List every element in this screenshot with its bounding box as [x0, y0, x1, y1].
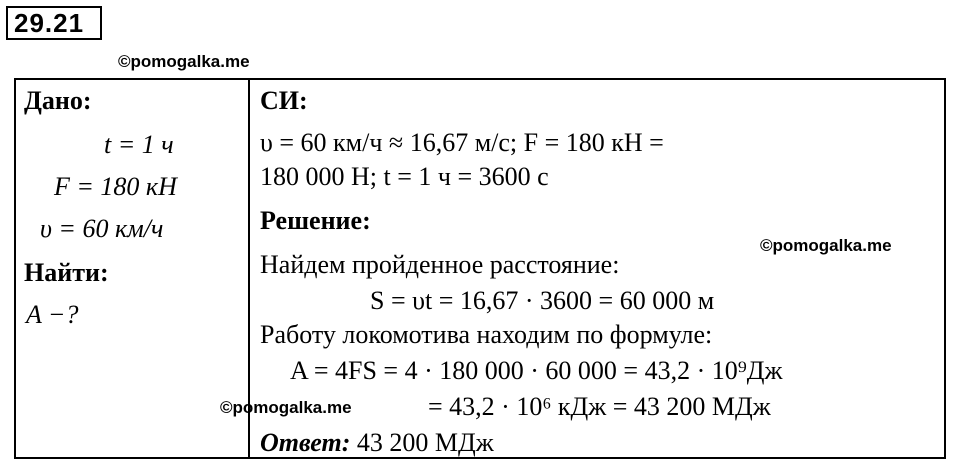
solution-table — [14, 78, 946, 459]
given-time: t = 1 ч — [104, 130, 174, 159]
si-heading: СИ: — [260, 86, 308, 115]
si-line-1: υ = 60 км/ч ≈ 16,67 м/с; F = 180 кН = — [260, 128, 664, 157]
watermark-3: ©pomogalka.me — [220, 398, 352, 417]
watermark-2: ©pomogalka.me — [760, 236, 892, 255]
step2-formula-b: = 43,2 · 10⁶ кДж = 43 200 МДж — [428, 392, 771, 421]
given-speed: υ = 60 км/ч — [40, 214, 164, 243]
answer-line — [260, 428, 494, 458]
problem-number: 29.21 — [6, 6, 102, 40]
solution-heading: Решение: — [260, 206, 371, 235]
given-heading: Дано: — [24, 86, 92, 115]
si-line-2: 180 000 Н; t = 1 ч = 3600 с — [260, 162, 549, 191]
step2-formula-a: A = 4FS = 4 · 180 000 · 60 000 = 43,2 · 10⁹Дж — [290, 356, 783, 385]
answer-label: Ответ: — [260, 428, 351, 457]
step1-formula: S = υt = 16,67 · 3600 = 60 000 м — [370, 286, 715, 315]
given-force: F = 180 кН — [54, 172, 177, 201]
watermark: ©pomogalka.me — [118, 52, 250, 71]
step1-text: Найдем пройденное расстояние: — [260, 250, 620, 279]
find-heading: Найти: — [24, 258, 109, 287]
find-value: A −? — [26, 300, 79, 329]
answer-value: 43 200 МДж — [356, 428, 494, 457]
step2-text: Работу локомотива находим по формуле: — [260, 320, 713, 349]
